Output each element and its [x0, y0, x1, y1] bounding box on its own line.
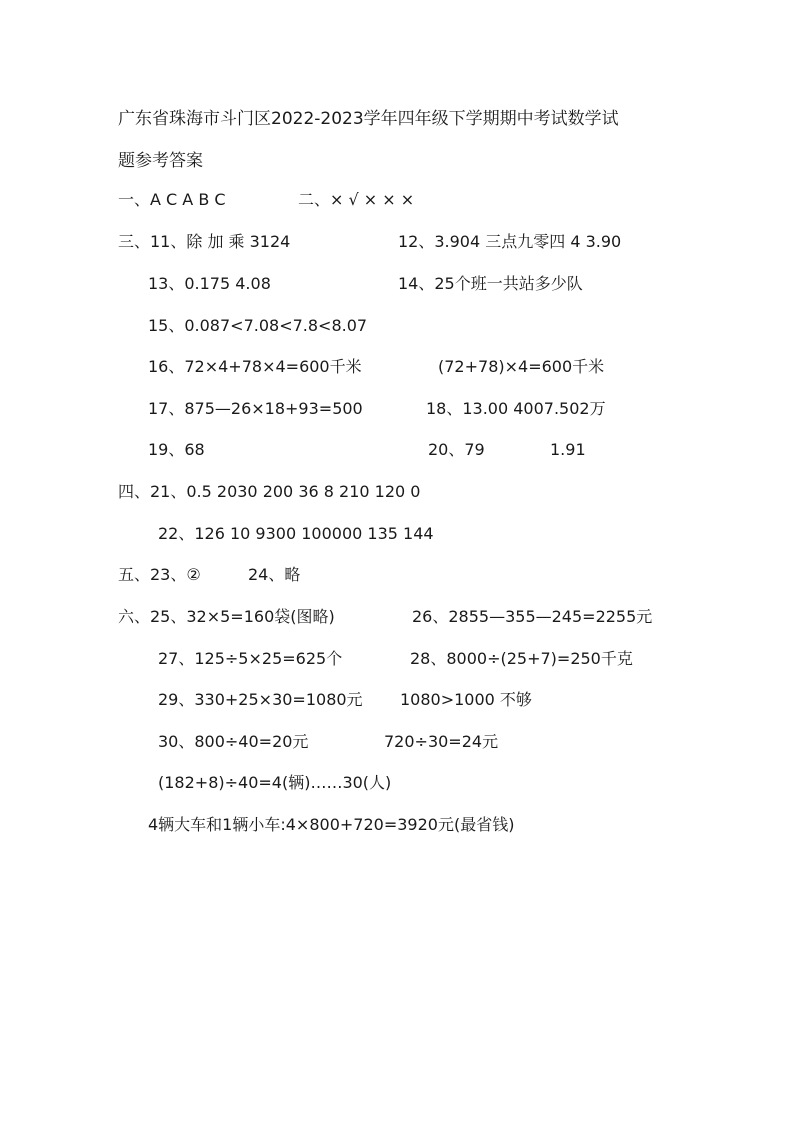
answer-13: 13、0.175 4.08 — [148, 274, 271, 293]
answer-11: 三、11、除 加 乘 3124 — [118, 232, 291, 251]
answer-30d: 4辆大车和1辆小车:4×800+720=3920元(最省钱) — [148, 815, 515, 834]
answer-20b: 1.91 — [550, 440, 586, 459]
answer-29a: 29、330+25×30=1080元 — [158, 690, 363, 709]
answer-30a: 30、800÷40=20元 — [158, 732, 309, 751]
answer-19: 19、68 — [148, 440, 205, 459]
answer-30c: (182+8)÷40=4(辆)……30(人) — [158, 773, 392, 792]
answer-28: 28、8000÷(25+7)=250千克 — [410, 649, 633, 668]
page-title — [118, 98, 698, 182]
answer-25: 六、25、32×5=160袋(图略) — [118, 607, 335, 626]
answer-18: 18、13.00 4007.502万 — [426, 399, 606, 418]
answer-16b: (72+78)×4=600千米 — [438, 357, 605, 376]
answer-15: 15、0.087<7.08<7.8<8.07 — [148, 316, 368, 335]
answer-21: 四、21、0.5 2030 200 36 8 210 120 0 — [118, 482, 421, 501]
answer-12: 12、3.904 三点九零四 4 3.90 — [398, 232, 622, 251]
title-line-2: 题参考答案 — [118, 151, 203, 171]
answer-24: 24、略 — [248, 565, 301, 584]
answer-30b: 720÷30=24元 — [384, 732, 499, 751]
section-1-text: 一、A C A B C — [118, 190, 226, 209]
answer-22: 22、126 10 9300 100000 135 144 — [158, 524, 434, 543]
answer-29b: 1080>1000 不够 — [400, 690, 532, 709]
answer-27: 27、125÷5×25=625个 — [158, 649, 343, 668]
answer-17: 17、875—26×18+93=500 — [148, 399, 363, 418]
title-line-1: 广东省珠海市斗门区2022-2023学年四年级下学期期中考试数学试 — [118, 109, 619, 129]
answer-23: 五、23、② — [118, 565, 201, 584]
section-2-text: 二、× √ × × × — [298, 190, 415, 209]
answer-20: 20、79 — [428, 440, 485, 459]
answer-16a: 16、72×4+78×4=600千米 — [148, 357, 362, 376]
answer-14: 14、25个班一共站多少队 — [398, 274, 583, 293]
answer-26: 26、2855—355—245=2255元 — [412, 607, 653, 626]
